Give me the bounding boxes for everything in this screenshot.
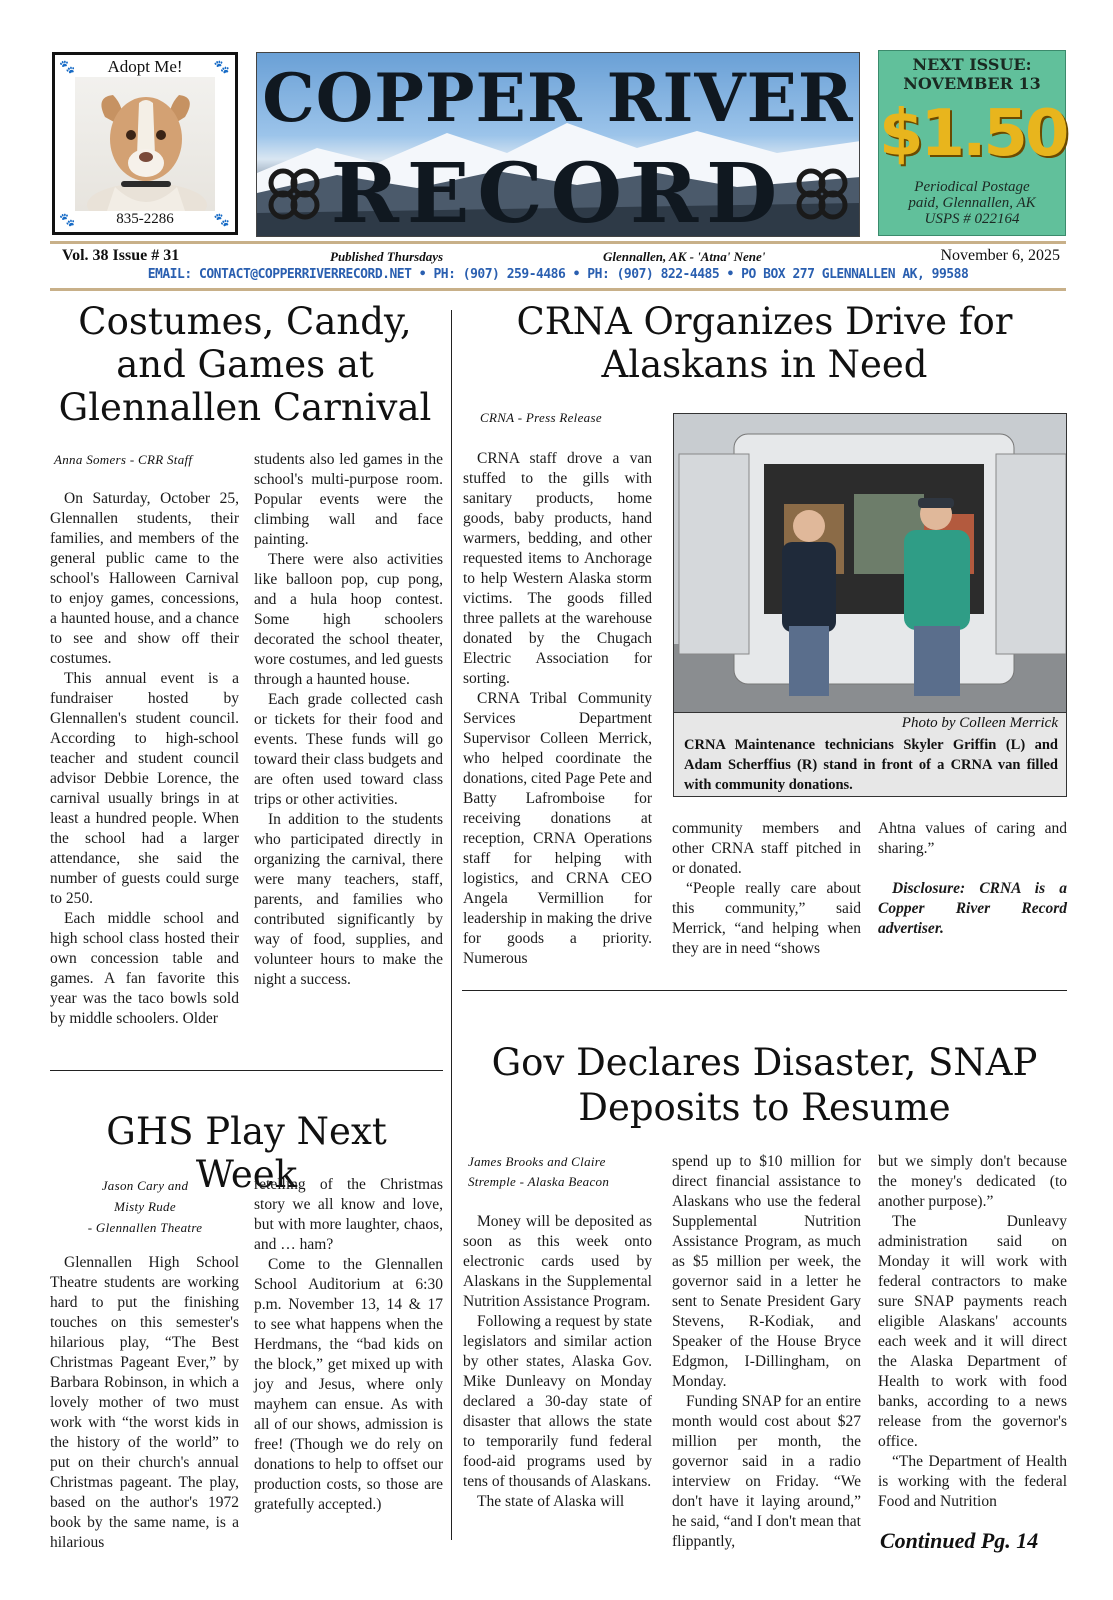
snap-headline <box>462 1040 1067 1130</box>
crna-headline <box>462 300 1067 386</box>
ghs-play-headline: GHS Play Next Week <box>106 1110 387 1196</box>
next-issue-label: NEXT ISSUE: <box>912 55 1032 74</box>
article-paragraph: CRNA Tribal Community Services Department Supervisor Colleen Merrick, who helped coordinate the donations, cited Page Pete and Batty Lafromboise for receiving donations at reception, CRNA Operations staff for helping with logistics, and CRNA CEO Angela Vermillion for leadership in making the drive for goods a priority. Numerous <box>463 690 652 967</box>
photo-caption: CRNA Maintenance technicians Skyler Griffin (L) and Adam Scherffius (R) stand in front of a CRNA van filled with community donations. <box>684 737 1058 793</box>
postage-line: USPS # 022164 <box>924 211 1020 227</box>
carnival-headline <box>50 300 440 429</box>
issue-date: November 6, 2025 <box>940 247 1060 264</box>
adopt-title: Adopt Me! <box>107 57 183 76</box>
article-paragraph: The Dunleavy administration said on Monday it will work with federal contractors to make sure SNAP payments reach eligible Alaskans' accounts each week and it will direct the Alaska Department of Health to work with food banks, according to a news release from the governor's office. <box>878 1213 1067 1450</box>
byline-line: Jason Cary and <box>101 1178 189 1193</box>
adopt-phone: 835-2286 <box>116 211 174 227</box>
byline-line: Stremple - Alaska Beacon <box>468 1174 610 1189</box>
article-paragraph: On Saturday, October 25, Glennallen students, their families, and members of the general public came to the school's Halloween Carnival to enjoy games, concessions, a haunted house, and a chance to see and show off their costumes. <box>50 490 239 667</box>
carnival-byline: Anna Somers - CRR Staff <box>54 452 193 467</box>
article-paragraph: Glennallen High School Theatre students are working hard to put the finishing touches on this semester's hilarious play, “The Best Christmas Pageant Ever,” by Barbara Robinson, in which a lovely mother of two must work with “the worst kids in the history of the world” to put on their church's annual Christmas pageant. The play, based on the author's 1972 book by the same name, is a hilarious <box>50 1254 239 1551</box>
issue-info-bar <box>50 241 1066 291</box>
paw-print-icon: 🐾 <box>213 59 231 74</box>
issue-price: $1.50 <box>879 97 1067 171</box>
banner-title-line1: COPPER RIVER <box>262 59 854 137</box>
price-box <box>878 50 1066 236</box>
van-donations-photo <box>673 413 1067 713</box>
headline-line: and Games at <box>116 343 374 386</box>
photo-credit: Photo by Colleen Merrick <box>901 715 1058 731</box>
article-paragraph: Ahtna values of caring and sharing.” <box>878 820 1067 857</box>
article-paragraph: Each middle school and high school class hosted their own concession table and games. A fan favorite this year was the taco bowls sold by middle schoolers. Older <box>50 910 239 1027</box>
snap-byline <box>468 1152 658 1192</box>
dog-photo <box>75 77 215 211</box>
headline-line: Glennallen Carnival <box>58 386 432 429</box>
article-paragraph: “The Department of Health is working with the federal Food and Nutrition <box>878 1453 1067 1510</box>
disclosure-note: Disclosure: CRNA is a Copper River Record advertiser. <box>878 880 1067 937</box>
snap-column-2 <box>672 1152 861 1552</box>
postage-line: paid, Glennallen, AK <box>908 195 1036 211</box>
carnival-column-1 <box>50 489 239 1029</box>
article-paragraph: Come to the Glennallen School Auditorium at 6:30 p.m. November 13, 14 & 17 to see what happens when the Herdmans, the “bad kids on the block,” get mixed up with joy and Jesus, where only mayhem can ensue. As with all of our shows, admission is free! (Though we do rely on donations to help to offset our production costs, so those are gratefully accepted.) <box>254 1256 443 1513</box>
crna-column-1 <box>463 449 652 969</box>
next-issue <box>879 55 1065 93</box>
article-paragraph: CRNA staff drove a van stuffed to the gills with sanitary products, home goods, baby products, hand warmers, bedding, and other requested items to Anchorage to help Western Alaska storm victims. The goods filled three pallets at the warehouse donated by the Chugach Electric Association for sorting. <box>463 450 652 687</box>
ghs-byline <box>50 1175 240 1238</box>
crna-column-3 <box>878 819 1067 939</box>
publication-location: Glennallen, AK - 'Atna' Nene' <box>603 249 766 264</box>
article-paragraph: There were also activities like balloon pop, cup pong, and a hula hoop contest. Some high schoolers decorated the school theater, wore costumes, and led guests through a haunted house. <box>254 551 443 688</box>
article-paragraph: The state of Alaska will <box>477 1493 625 1510</box>
continued-page-link[interactable]: Continued Pg. 14 <box>880 1528 1039 1553</box>
adopt-me-box <box>52 52 238 235</box>
byline-line: Misty Rude <box>114 1199 176 1214</box>
crna-byline: CRNA - Press Release <box>480 410 602 425</box>
article-paragraph: In addition to the students who participated directly in organizing the carnival, there were many teachers, staff, parents, and families who contributed significantly by way of food, supplies, and volunteer hours to make the night a success. <box>254 811 443 988</box>
banner-title-line2: RECORD <box>330 146 786 237</box>
headline-line: Gov Declares Disaster, SNAP <box>491 1041 1038 1084</box>
article-paragraph: This annual event is a fundraiser hosted by Glennallen's student council. According to high-school teacher and student council advisor Debbie Lorence, the carnival usually brings in at least a hundred people. When the school had a larger attendance, she said the number of guests could surge to 250. <box>50 670 239 907</box>
article-paragraph: spend up to $10 million for direct financial assistance to Alaskans who use the federal Supplemental Nutrition Assistance Program, as much as $5 million per week, the governor said in a letter he sent to Senate President Gary Stevens, R-Kodiak, and Speaker of the House Bryce Edgmon, I-Dillingham, on Monday. <box>672 1153 861 1390</box>
postage-info <box>879 179 1065 227</box>
snap-column-1 <box>463 1212 652 1512</box>
paw-print-icon: 🐾 <box>213 212 231 227</box>
section-divider <box>50 1070 443 1071</box>
article-paragraph: Money will be deposited as soon as this week onto electronic cards used by Alaskans in the Supplemental Nutrition Assistance Program. <box>463 1213 652 1310</box>
volume-issue: Vol. 38 Issue # 31 <box>62 247 180 264</box>
article-paragraph: students also led games in the school's multi-purpose room. Popular events were the climbing wall and face painting. <box>254 451 443 548</box>
postage-line: Periodical Postage <box>914 179 1030 195</box>
contact-line: EMAIL: CONTACT@COPPERRIVERRECORD.NET • PH: (907) 259-4486 • PH: (907) 822-4485 • PO BOX 277 GLENNALLEN AK, 99588 <box>147 267 969 282</box>
next-issue-date: NOVEMBER 13 <box>903 74 1041 93</box>
article-paragraph: Funding SNAP for an entire month would cost about $27 million per month, the governor said in a radio interview on Friday. “We don't have it laying around,” he said, “and I don't mean that flippantly, <box>672 1393 861 1550</box>
article-paragraph: Each grade collected cash or tickets for their food and events. These funds will go toward their class budgets and are often used toward class trips or other activities. <box>254 691 443 808</box>
masthead-banner <box>256 52 860 237</box>
article-paragraph: community members and other CRNA staff pitched in or donated. <box>672 820 861 877</box>
section-divider <box>462 990 1067 991</box>
article-paragraph: retelling of the Christmas story we all know and love, but with more laughter, chaos, and … ham? <box>254 1176 443 1253</box>
column-divider <box>451 310 452 1540</box>
byline-line: James Brooks and Claire <box>468 1154 606 1169</box>
article-paragraph: “People really care about this community,” said Merrick, “and helping when they are in need “shows <box>672 880 861 957</box>
ghs-column-1 <box>50 1253 239 1553</box>
carnival-column-2 <box>254 450 443 990</box>
headline-line: CRNA Organizes Drive for <box>516 300 1013 343</box>
headline-line: Alaskans in Need <box>601 343 928 386</box>
paw-print-icon: 🐾 <box>59 212 77 227</box>
article-paragraph: Following a request by state legislators and similar action by other states, Alaska Gov. Mike Dunleavy on Monday declared a 30-day state of disaster that allows the state to temporarily fund federal food-aid programs used by tens of thousands of Alaskans. <box>463 1313 652 1490</box>
snap-column-3 <box>878 1152 1067 1512</box>
celtic-knot-icon <box>263 163 325 225</box>
crna-column-2 <box>672 819 861 959</box>
paw-print-icon: 🐾 <box>59 59 77 74</box>
publication-schedule: Published Thursdays <box>330 249 444 264</box>
ghs-column-2 <box>254 1175 443 1515</box>
celtic-knot-icon <box>791 163 853 225</box>
byline-line: - Glennallen Theatre <box>87 1220 203 1235</box>
headline-line: Costumes, Candy, <box>78 300 412 343</box>
article-paragraph: but we simply don't because the money's dedicated (to another purpose).” <box>878 1153 1067 1210</box>
photo-caption-box <box>673 713 1067 797</box>
headline-line: Deposits to Resume <box>578 1086 951 1129</box>
